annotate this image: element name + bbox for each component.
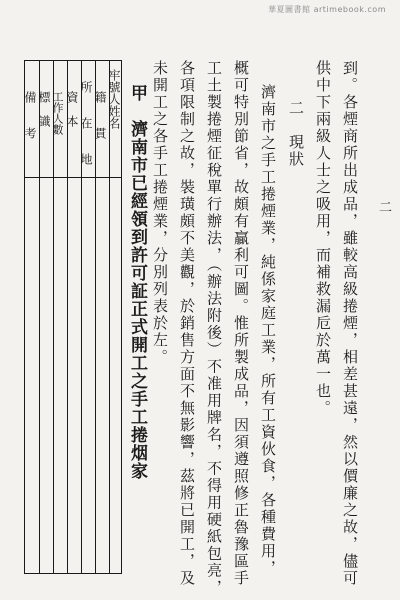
header-location: 所 在 地 <box>79 81 93 165</box>
text-column-2: 供中下兩級人士之吸用，而補救漏卮於萬一也。 <box>314 60 332 417</box>
header-name: 牢號人姓名 <box>107 69 121 129</box>
header-origin: 籍 貫 <box>93 91 107 139</box>
text-column-8: 未開工之各手工捲煙業，分別列表於左。 <box>151 60 169 366</box>
text-column-4: 濟南市之手工捲煙業，純係家庭工業，所有工資伙食，各種費用， <box>259 84 277 577</box>
header-capital: 資 本 <box>65 91 79 127</box>
header-remarks: 備 考 <box>23 91 37 139</box>
page-number: 二 <box>376 200 391 213</box>
factory-table <box>24 60 122 574</box>
text-column-5: 概可特別節省，故頗有贏利可圖。惟所製成品，因須遵照修正魯豫區手 <box>232 60 250 587</box>
section-heading-status: 二 現狀 <box>287 100 305 168</box>
header-mark: 標 識 <box>37 91 51 127</box>
text-column-7: 各項限制之故，裝璜頗不美觀，於銷售方面不無影響，茲將已開工，及 <box>178 60 196 587</box>
text-column-1: 到。各煙商所出成品，雖較高級捲煙，相差甚遠，然以價廉之故，儘可 <box>341 60 359 587</box>
subsection-heading-licensed: 甲 濟南市已經領到許可証正式開工之手工捲烟家 <box>127 84 147 480</box>
header-workers: 工作人數 <box>51 91 64 135</box>
watermark-text: 華夏圖書館 artimebook.com <box>268 5 386 14</box>
text-column-6: 工土製捲煙征稅單行辦法，（辦法附後）不准用牌名，不得用硬紙包亮， <box>205 60 223 597</box>
